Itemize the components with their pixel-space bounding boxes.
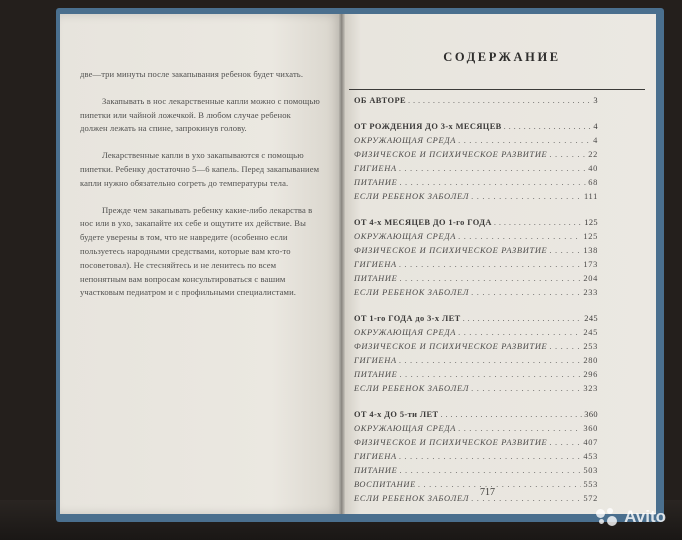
toc-entry-label: ПИТАНИЕ <box>354 178 398 187</box>
toc-entry <box>354 178 598 192</box>
toc-entry-label: ГИГИЕНА <box>354 356 397 365</box>
leader-dots <box>549 438 581 447</box>
leader-dots <box>399 178 586 187</box>
leader-dots <box>418 480 581 489</box>
toc-entry <box>354 452 598 466</box>
toc-section <box>354 314 598 398</box>
toc-entry <box>354 466 598 480</box>
toc-entry-page: 572 <box>583 494 598 503</box>
toc-entry-page: 323 <box>583 384 598 393</box>
leader-dots <box>471 288 581 297</box>
toc-entry <box>354 274 598 288</box>
toc-entry <box>354 494 598 508</box>
toc-entry <box>354 370 598 384</box>
leader-dots <box>399 466 581 475</box>
toc-section-heading-label: ОТ РОЖДЕНИЯ ДО 3-х МЕСЯЦЕВ <box>354 122 502 131</box>
paragraph-3: Лекарственные капли в ухо закапываются с помощью пипетки. Ребенку достаточно 5—6 капель. Перед закапыванием капли нужно обязательно согреть до температуры тела. <box>80 150 320 188</box>
avito-logo-icon <box>596 508 618 526</box>
page-number: 717 <box>480 487 495 498</box>
leader-dots <box>399 260 582 269</box>
toc-entry-label: ВОСПИТАНИЕ <box>354 480 416 489</box>
toc-entry <box>354 232 598 246</box>
toc-entry-page: 125 <box>583 232 598 241</box>
toc-entry-page: 407 <box>583 438 598 447</box>
toc-section <box>354 410 598 508</box>
toc-entry-page: 296 <box>583 370 598 379</box>
toc-entry-label: ОКРУЖАЮЩАЯ СРЕДА <box>354 424 457 433</box>
leader-dots <box>504 122 592 131</box>
toc-entry-page: 173 <box>583 260 598 269</box>
toc-section-heading <box>354 410 598 424</box>
toc-entry <box>354 438 598 452</box>
toc-entry-page: 280 <box>583 356 598 365</box>
toc-entry-page: 4 <box>593 136 598 145</box>
toc-entry-page: 503 <box>583 466 598 475</box>
toc-entry-page: 204 <box>583 274 598 283</box>
toc-section <box>354 218 598 302</box>
toc-entry-label: ОКРУЖАЮЩАЯ СРЕДА <box>354 232 457 241</box>
toc-entry-page: 40 <box>588 164 598 173</box>
toc-entry <box>354 164 598 178</box>
toc-entry-label: ЕСЛИ РЕБЕНОК ЗАБОЛЕЛ <box>354 384 470 393</box>
toc-entry <box>354 328 598 342</box>
toc-entry-label: ПИТАНИЕ <box>354 466 398 475</box>
toc-entry <box>354 480 598 494</box>
toc-entry-page: 68 <box>588 178 598 187</box>
toc-entry-page: 22 <box>588 150 598 159</box>
toc-entry <box>354 246 598 260</box>
toc-entry-label: ФИЗИЧЕСКОЕ И ПСИХИЧЕСКОЕ РАЗВИТИЕ <box>354 246 548 255</box>
toc-section-heading-label: ОТ 4-х МЕСЯЦЕВ ДО 1-го ГОДА <box>354 218 492 227</box>
paragraph-2: Закапывать в нос лекарственные капли можно с помощью пипетки или чайной ложечкой. В любом случае ребенок должен лежать на спине, запрокинув голову. <box>80 95 320 134</box>
toc-entry <box>354 150 598 164</box>
toc-section-heading-label: ОТ 4-х ДО 5-ти ЛЕТ <box>354 410 439 419</box>
toc-entry-page: 553 <box>583 480 598 489</box>
toc-entry-label: ГИГИЕНА <box>354 452 397 461</box>
leader-dots <box>399 164 586 173</box>
leader-dots <box>440 410 582 419</box>
toc-entry <box>354 424 598 438</box>
toc-entry-label: ЕСЛИ РЕБЕНОК ЗАБОЛЕЛ <box>354 494 470 503</box>
toc-section <box>354 122 598 206</box>
toc-section-heading-page: 245 <box>584 314 598 323</box>
toc-entry-label: ГИГИЕНА <box>354 260 397 269</box>
toc-entry-label: ФИЗИЧЕСКОЕ И ПСИХИЧЕСКОЕ РАЗВИТИЕ <box>354 150 548 159</box>
leader-dots <box>399 370 581 379</box>
toc-entry <box>354 192 598 206</box>
toc-entry-label: ГИГИЕНА <box>354 164 397 173</box>
toc-entry-page: 233 <box>583 288 598 297</box>
toc-section-heading-page: 4 <box>593 122 598 131</box>
toc-entry <box>354 288 598 302</box>
toc-entry-page: 360 <box>583 424 598 433</box>
leader-dots <box>458 328 581 337</box>
leader-dots <box>458 136 591 145</box>
toc-entry-page: 245 <box>583 328 598 337</box>
toc-entry <box>354 356 598 370</box>
avito-watermark <box>596 507 666 527</box>
leader-dots <box>399 356 582 365</box>
toc-section-heading-page: 125 <box>584 218 598 227</box>
toc-section-heading <box>354 314 598 328</box>
toc-section-heading-label: ОБ АВТОРЕ <box>354 96 406 105</box>
toc-entry <box>354 342 598 356</box>
toc-entry <box>354 384 598 398</box>
paragraph-4: Прежде чем закапывать ребенку какие-либо лекарства в нос или в ухо, закапайте их себе и ощутите их действие. Вы будете уверены в том, что не навредите (особенно если пользуетесь народными средствами, которые вам кто-то посоветовал). Не стесняйтесь и не ленитесь по всем непонятным вам вопросам консультироваться с вашим участковым педиатром и с профильными специалистами. <box>80 204 313 298</box>
toc-entry-label: ПИТАНИЕ <box>354 370 398 379</box>
leader-dots <box>494 218 582 227</box>
toc-entry-page: 138 <box>583 246 598 255</box>
leader-dots <box>549 342 581 351</box>
toc-section-heading <box>354 96 598 110</box>
toc-section-heading-page: 3 <box>593 96 598 105</box>
leader-dots <box>458 232 581 241</box>
paragraph-1: две—три минуты после закапывания ребенок будет чихать. <box>80 69 304 79</box>
toc-section-heading <box>354 122 598 136</box>
toc-entry-label: ФИЗИЧЕСКОЕ И ПСИХИЧЕСКОЕ РАЗВИТИЕ <box>354 342 548 351</box>
toc-entry-page: 253 <box>583 342 598 351</box>
toc-section <box>354 96 598 110</box>
toc-entry-page: 453 <box>583 452 598 461</box>
leader-dots <box>463 314 583 323</box>
toc-section-heading <box>354 218 598 232</box>
leader-dots <box>549 246 581 255</box>
toc-section-heading-page: 360 <box>584 410 598 419</box>
leader-dots <box>458 424 581 433</box>
watermark-text: Avito <box>624 507 666 526</box>
toc-entry-label: ОКРУЖАЮЩАЯ СРЕДА <box>354 328 457 337</box>
book-gutter <box>339 14 345 514</box>
table-of-contents <box>354 96 598 520</box>
left-page-text <box>80 68 320 313</box>
toc-entry-label: ФИЗИЧЕСКОЕ И ПСИХИЧЕСКОЕ РАЗВИТИЕ <box>354 438 548 447</box>
toc-entry-page: 111 <box>583 192 598 201</box>
toc-entry <box>354 260 598 274</box>
leader-dots <box>471 384 581 393</box>
leader-dots <box>399 274 581 283</box>
toc-entry-label: ПИТАНИЕ <box>354 274 398 283</box>
toc-entry-label: ОКРУЖАЮЩАЯ СРЕДА <box>354 136 457 145</box>
toc-title: СОДЕРЖАНИЕ <box>443 50 561 64</box>
leader-dots <box>399 452 582 461</box>
toc-entry-label: ЕСЛИ РЕБЕНОК ЗАБОЛЕЛ <box>354 288 470 297</box>
leader-dots <box>549 150 586 159</box>
toc-divider <box>349 89 645 90</box>
toc-section-heading-label: ОТ 1-го ГОДА до 3-х ЛЕТ <box>354 314 461 323</box>
leader-dots <box>408 96 591 105</box>
toc-entry <box>354 136 598 150</box>
toc-entry-label: ЕСЛИ РЕБЕНОК ЗАБОЛЕЛ <box>354 192 470 201</box>
leader-dots <box>471 192 582 201</box>
